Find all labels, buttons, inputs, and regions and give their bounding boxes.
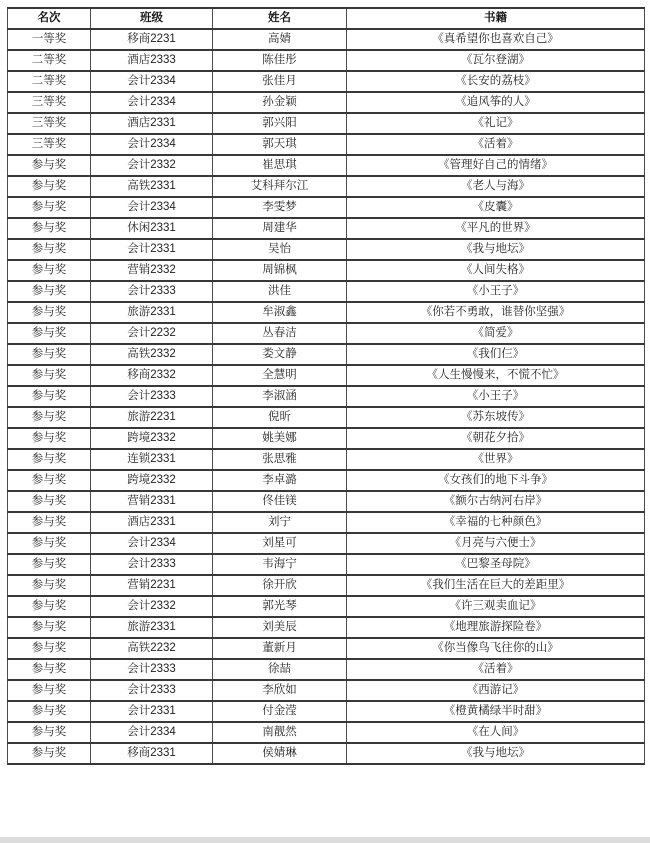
class-cell: 高铁2332 xyxy=(91,344,213,365)
class-cell: 旅游2331 xyxy=(91,302,213,323)
rank-cell: 参与奖 xyxy=(8,617,91,638)
name-cell: 张思雅 xyxy=(213,449,347,470)
class-cell: 酒店2331 xyxy=(91,113,213,134)
book-cell: 《月亮与六便士》 xyxy=(347,533,645,554)
class-cell: 会计2333 xyxy=(91,554,213,575)
table-row xyxy=(8,680,645,701)
name-cell: 董新月 xyxy=(213,638,347,659)
name-cell: 倪昕 xyxy=(213,407,347,428)
page-bottom-edge xyxy=(0,837,650,843)
book-cell: 《礼记》 xyxy=(347,113,645,134)
class-cell: 会计2333 xyxy=(91,386,213,407)
rank-cell: 参与奖 xyxy=(8,407,91,428)
column-header-class: 班级 xyxy=(91,8,213,29)
book-cell: 《你若不勇敢，谁替你坚强》 xyxy=(347,302,645,323)
book-cell: 《活着》 xyxy=(347,134,645,155)
book-cell: 《许三观卖血记》 xyxy=(347,596,645,617)
table-row xyxy=(8,533,645,554)
class-cell: 高铁2232 xyxy=(91,638,213,659)
book-cell: 《小王子》 xyxy=(347,281,645,302)
class-cell: 会计2333 xyxy=(91,680,213,701)
rank-cell: 参与奖 xyxy=(8,176,91,197)
name-cell: 李欣如 xyxy=(213,680,347,701)
name-cell: 崔思琪 xyxy=(213,155,347,176)
name-cell: 徐喆 xyxy=(213,659,347,680)
column-header-rank: 名次 xyxy=(8,8,91,29)
rank-cell: 二等奖 xyxy=(8,50,91,71)
table-row xyxy=(8,575,645,596)
book-cell: 《幸福的七种颜色》 xyxy=(347,512,645,533)
table-row xyxy=(8,71,645,92)
table-row xyxy=(8,554,645,575)
class-cell: 酒店2331 xyxy=(91,512,213,533)
name-cell: 姚美娜 xyxy=(213,428,347,449)
book-cell: 《追风筝的人》 xyxy=(347,92,645,113)
class-cell: 会计2334 xyxy=(91,722,213,743)
name-cell: 南靓然 xyxy=(213,722,347,743)
name-cell: 张佳月 xyxy=(213,71,347,92)
rank-cell: 参与奖 xyxy=(8,659,91,680)
class-cell: 移商2332 xyxy=(91,365,213,386)
rank-cell: 参与奖 xyxy=(8,281,91,302)
rank-cell: 一等奖 xyxy=(8,29,91,50)
name-cell: 侯婧琳 xyxy=(213,743,347,764)
table-row xyxy=(8,50,645,71)
name-cell: 吴怡 xyxy=(213,239,347,260)
table-row xyxy=(8,386,645,407)
rank-cell: 参与奖 xyxy=(8,365,91,386)
class-cell: 旅游2331 xyxy=(91,617,213,638)
book-cell: 《苏东坡传》 xyxy=(347,407,645,428)
book-cell: 《世界》 xyxy=(347,449,645,470)
name-cell: 佟佳镁 xyxy=(213,491,347,512)
name-cell: 刘美辰 xyxy=(213,617,347,638)
name-cell: 李卓潞 xyxy=(213,470,347,491)
table-row xyxy=(8,92,645,113)
class-cell: 会计2333 xyxy=(91,659,213,680)
book-cell: 《我们仨》 xyxy=(347,344,645,365)
class-cell: 会计2334 xyxy=(91,92,213,113)
name-cell: 付金滢 xyxy=(213,701,347,722)
name-cell: 丛春洁 xyxy=(213,323,347,344)
name-cell: 娄文静 xyxy=(213,344,347,365)
book-cell: 《皮囊》 xyxy=(347,197,645,218)
book-cell: 《真希望你也喜欢自己》 xyxy=(347,29,645,50)
column-header-book: 书籍 xyxy=(347,8,645,29)
table-row xyxy=(8,29,645,50)
book-cell: 《平凡的世界》 xyxy=(347,218,645,239)
table-row xyxy=(8,407,645,428)
rank-cell: 参与奖 xyxy=(8,722,91,743)
book-cell: 《西游记》 xyxy=(347,680,645,701)
book-cell: 《朝花夕拾》 xyxy=(347,428,645,449)
rank-cell: 参与奖 xyxy=(8,260,91,281)
rank-cell: 参与奖 xyxy=(8,470,91,491)
table-row xyxy=(8,617,645,638)
class-cell: 会计2334 xyxy=(91,134,213,155)
table-row xyxy=(8,344,645,365)
name-cell: 郭天琪 xyxy=(213,134,347,155)
table-row xyxy=(8,701,645,722)
class-cell: 移商2331 xyxy=(91,743,213,764)
rank-cell: 参与奖 xyxy=(8,491,91,512)
name-cell: 洪佳 xyxy=(213,281,347,302)
book-cell: 《小王子》 xyxy=(347,386,645,407)
name-cell: 周锦枫 xyxy=(213,260,347,281)
award-table xyxy=(7,7,645,765)
book-cell: 《活着》 xyxy=(347,659,645,680)
rank-cell: 参与奖 xyxy=(8,344,91,365)
table-row xyxy=(8,197,645,218)
table-row xyxy=(8,239,645,260)
rank-cell: 参与奖 xyxy=(8,239,91,260)
table-row xyxy=(8,365,645,386)
table-row xyxy=(8,155,645,176)
table-row xyxy=(8,722,645,743)
class-cell: 营销2231 xyxy=(91,575,213,596)
class-cell: 会计2334 xyxy=(91,197,213,218)
rank-cell: 参与奖 xyxy=(8,533,91,554)
rank-cell: 参与奖 xyxy=(8,512,91,533)
name-cell: 牟淑鑫 xyxy=(213,302,347,323)
rank-cell: 参与奖 xyxy=(8,197,91,218)
class-cell: 酒店2333 xyxy=(91,50,213,71)
name-cell: 徐开欣 xyxy=(213,575,347,596)
book-cell: 《我与地坛》 xyxy=(347,239,645,260)
book-cell: 《女孩们的地下斗争》 xyxy=(347,470,645,491)
book-cell: 《老人与海》 xyxy=(347,176,645,197)
table-row xyxy=(8,176,645,197)
rank-cell: 参与奖 xyxy=(8,428,91,449)
table-row xyxy=(8,638,645,659)
book-cell: 《额尔古纳河右岸》 xyxy=(347,491,645,512)
name-cell: 刘星可 xyxy=(213,533,347,554)
class-cell: 营销2332 xyxy=(91,260,213,281)
name-cell: 全慧明 xyxy=(213,365,347,386)
name-cell: 郭光琴 xyxy=(213,596,347,617)
name-cell: 李淑涵 xyxy=(213,386,347,407)
rank-cell: 参与奖 xyxy=(8,680,91,701)
table-row xyxy=(8,449,645,470)
table-row xyxy=(8,218,645,239)
table-row xyxy=(8,113,645,134)
table-row xyxy=(8,281,645,302)
name-cell: 陈佳彤 xyxy=(213,50,347,71)
rank-cell: 二等奖 xyxy=(8,71,91,92)
rank-cell: 参与奖 xyxy=(8,554,91,575)
book-cell: 《我们生活在巨大的差距里》 xyxy=(347,575,645,596)
table-row xyxy=(8,134,645,155)
class-cell: 会计2331 xyxy=(91,701,213,722)
name-cell: 李雯梦 xyxy=(213,197,347,218)
class-cell: 移商2231 xyxy=(91,29,213,50)
rank-cell: 参与奖 xyxy=(8,218,91,239)
name-cell: 刘宁 xyxy=(213,512,347,533)
rank-cell: 三等奖 xyxy=(8,134,91,155)
class-cell: 会计2333 xyxy=(91,281,213,302)
book-cell: 《管理好自己的情绪》 xyxy=(347,155,645,176)
rank-cell: 参与奖 xyxy=(8,701,91,722)
table-body xyxy=(8,29,645,764)
book-cell: 《在人间》 xyxy=(347,722,645,743)
class-cell: 会计2334 xyxy=(91,71,213,92)
table-row xyxy=(8,659,645,680)
name-cell: 韦海宁 xyxy=(213,554,347,575)
rank-cell: 参与奖 xyxy=(8,638,91,659)
book-cell: 《橙黄橘绿半时甜》 xyxy=(347,701,645,722)
rank-cell: 参与奖 xyxy=(8,575,91,596)
rank-cell: 三等奖 xyxy=(8,113,91,134)
rank-cell: 参与奖 xyxy=(8,386,91,407)
rank-cell: 参与奖 xyxy=(8,323,91,344)
name-cell: 孙金颖 xyxy=(213,92,347,113)
name-cell: 郭兴阳 xyxy=(213,113,347,134)
class-cell: 高铁2331 xyxy=(91,176,213,197)
rank-cell: 三等奖 xyxy=(8,92,91,113)
rank-cell: 参与奖 xyxy=(8,302,91,323)
table-row xyxy=(8,743,645,764)
table-row xyxy=(8,470,645,491)
name-cell: 艾科拜尔江 xyxy=(213,176,347,197)
name-cell: 高婧 xyxy=(213,29,347,50)
class-cell: 休闲2331 xyxy=(91,218,213,239)
class-cell: 会计2331 xyxy=(91,239,213,260)
class-cell: 旅游2231 xyxy=(91,407,213,428)
book-cell: 《长安的荔枝》 xyxy=(347,71,645,92)
table-row xyxy=(8,323,645,344)
book-cell: 《人间失格》 xyxy=(347,260,645,281)
book-cell: 《地理旅游探险卷》 xyxy=(347,617,645,638)
table-row xyxy=(8,491,645,512)
class-cell: 会计2332 xyxy=(91,596,213,617)
table-row xyxy=(8,302,645,323)
rank-cell: 参与奖 xyxy=(8,743,91,764)
book-cell: 《我与地坛》 xyxy=(347,743,645,764)
table-header-row xyxy=(8,8,645,29)
class-cell: 连锁2331 xyxy=(91,449,213,470)
book-cell: 《人生慢慢来，不慌不忙》 xyxy=(347,365,645,386)
table-row xyxy=(8,260,645,281)
column-header-name: 姓名 xyxy=(213,8,347,29)
class-cell: 营销2331 xyxy=(91,491,213,512)
class-cell: 会计2332 xyxy=(91,155,213,176)
class-cell: 跨境2332 xyxy=(91,470,213,491)
table-row xyxy=(8,596,645,617)
rank-cell: 参与奖 xyxy=(8,449,91,470)
table-row xyxy=(8,428,645,449)
class-cell: 会计2334 xyxy=(91,533,213,554)
class-cell: 会计2232 xyxy=(91,323,213,344)
rank-cell: 参与奖 xyxy=(8,596,91,617)
book-cell: 《瓦尔登湖》 xyxy=(347,50,645,71)
book-cell: 《巴黎圣母院》 xyxy=(347,554,645,575)
class-cell: 跨境2332 xyxy=(91,428,213,449)
rank-cell: 参与奖 xyxy=(8,155,91,176)
name-cell: 周建华 xyxy=(213,218,347,239)
table-row xyxy=(8,512,645,533)
book-cell: 《你当像鸟飞往你的山》 xyxy=(347,638,645,659)
book-cell: 《简爱》 xyxy=(347,323,645,344)
